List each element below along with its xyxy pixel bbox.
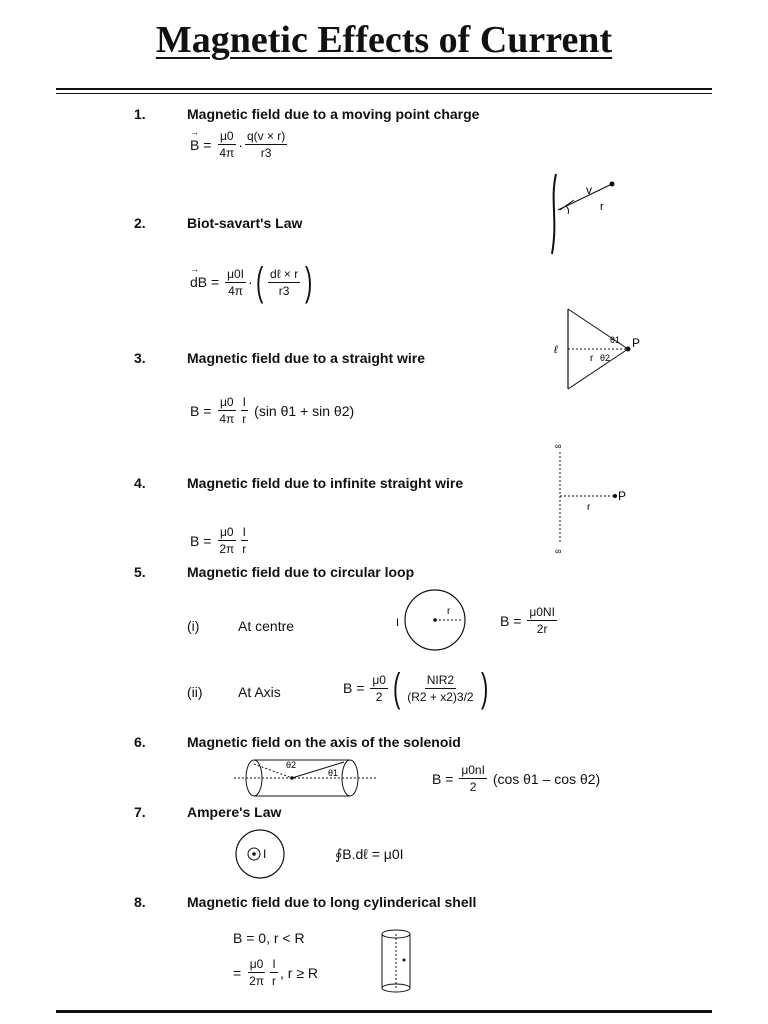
svg-text:θ1: θ1	[328, 768, 339, 778]
svg-text:r: r	[447, 606, 451, 617]
section-6-heading: Magnetic field on the axis of the solenoid	[187, 734, 461, 750]
section-7-number: 7.	[134, 804, 146, 820]
part-i-label: (i)	[187, 618, 200, 634]
svg-text:ℓ: ℓ	[554, 344, 558, 356]
section-4-number: 4.	[134, 475, 146, 491]
header-rule	[56, 88, 712, 90]
section-2-formula: → dB = $\frac{\mu 0I}{4\pi}$ · ( $\frac{\text{dℓ × r}}{r3}$ )	[190, 262, 316, 302]
radius-label: r	[600, 201, 604, 213]
cylindrical-shell-diagram	[378, 928, 414, 994]
section-8-number: 8.	[134, 894, 146, 910]
infinite-wire-diagram	[545, 440, 635, 560]
svg-text:∞: ∞	[555, 441, 562, 451]
section-2-heading: Biot-savart's Law	[187, 215, 303, 231]
section-5-heading: Magnetic field due to circular loop	[187, 564, 415, 580]
part-ii-label: (ii)	[187, 684, 203, 700]
solenoid-diagram	[232, 756, 380, 800]
section-3-heading: Magnetic field due to a straight wire	[187, 350, 426, 366]
svg-text:r: r	[590, 353, 594, 364]
circular-loop-diagram	[395, 588, 475, 658]
svg-text:θ2: θ2	[600, 353, 611, 363]
section-1-number: 1.	[134, 106, 146, 122]
header-rule-thin	[56, 93, 712, 94]
svg-text:P: P	[618, 489, 627, 503]
svg-text:θ2: θ2	[286, 760, 297, 770]
moving-charge-diagram	[540, 170, 630, 260]
svg-text:θ1: θ1	[610, 335, 621, 345]
section-1-formula: → B = $\frac{\mu 0}{4\pi}$ · $\frac{q(v \times r)}{r3}$	[190, 128, 289, 161]
section-4-formula: B = $\frac{\mu 0}{2\pi}$ $\frac{I}{r}$	[190, 525, 247, 556]
svg-text:I: I	[263, 847, 267, 861]
svg-text:r: r	[587, 502, 591, 513]
section-8-line-2: = $\frac{\mu 0}{2\pi}$ $\frac{I}{r}$ , r ≥ R	[233, 957, 319, 988]
straight-wire-diagram	[548, 305, 648, 395]
section-1-heading: Magnetic field due to a moving point charge	[187, 106, 480, 122]
section-7-heading: Ampere's Law	[187, 804, 282, 820]
section-7-formula: ∮B.dℓ = μ0I	[335, 846, 404, 862]
loop-axis-formula: B = $\frac{\mu 0}{2}$ ( $\frac{\text{NIR2}}{(R2 + x2)3/2}$ )	[343, 666, 488, 710]
section-3-formula: B = $\frac{\mu 0}{4\pi}$ $\frac{I}{r}$ (sin θ1 + sin θ2)	[190, 395, 355, 426]
section-8-line-1: B = 0, r < R	[233, 930, 305, 946]
section-2-number: 2.	[134, 215, 146, 231]
section-6-number: 6.	[134, 734, 146, 750]
ampere-loop-diagram	[234, 828, 286, 880]
footer-rule	[56, 1010, 712, 1013]
part-ii-text: At Axis	[238, 684, 281, 700]
section-5-number: 5.	[134, 564, 146, 580]
page-title: Magnetic Effects of Current	[155, 19, 613, 61]
velocity-label: v	[586, 183, 592, 197]
svg-text:P: P	[632, 336, 641, 350]
svg-text:∞: ∞	[555, 546, 562, 556]
section-3-number: 3.	[134, 350, 146, 366]
section-8-heading: Magnetic field due to long cylinderical shell	[187, 894, 477, 910]
section-6-formula: B = $\frac{\mu 0nI}{2}$ (cos θ1 – cos θ2)	[432, 763, 601, 794]
svg-text:I: I	[396, 617, 400, 629]
part-i-text: At centre	[238, 618, 295, 634]
loop-centre-formula: B = $\frac{\mu 0NI}{2r}$	[500, 605, 555, 636]
section-4-heading: Magnetic field due to infinite straight wire	[187, 475, 464, 491]
